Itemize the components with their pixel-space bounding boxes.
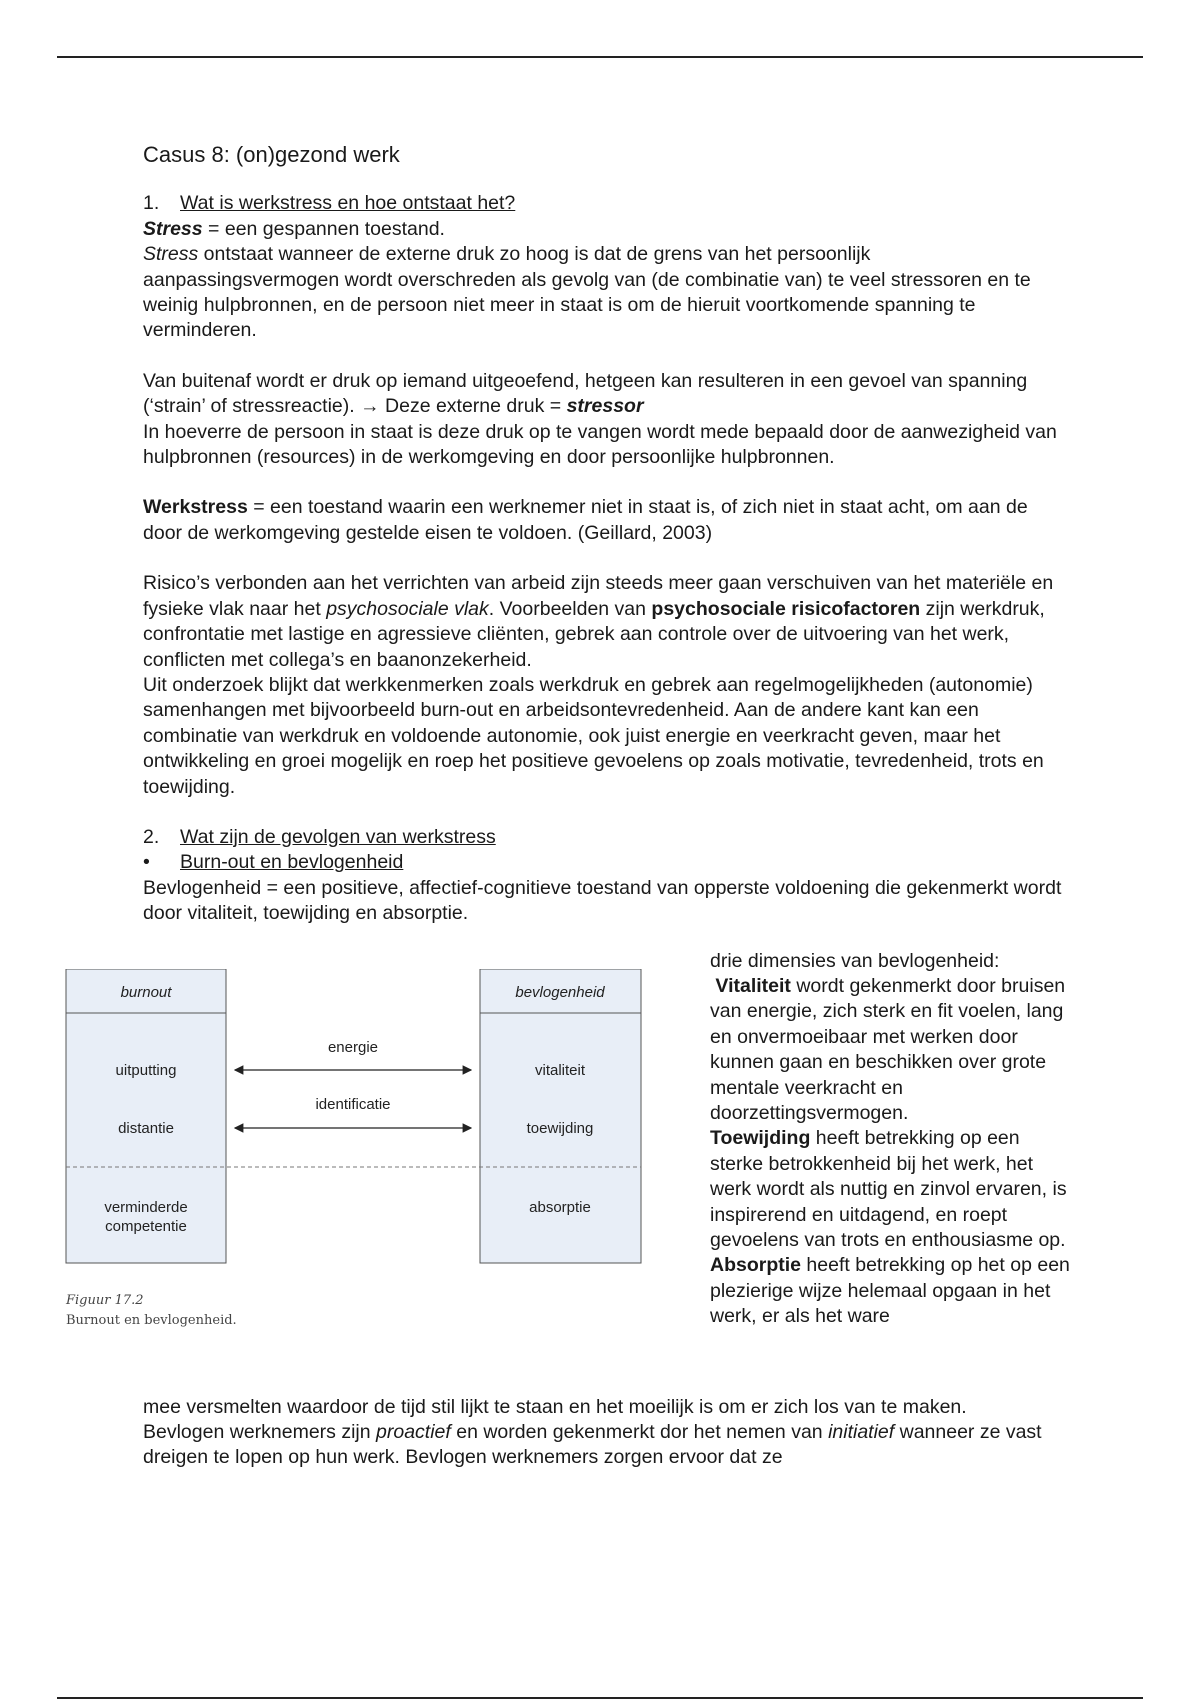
pressure-paragraph: Van buitenaf wordt er druk op iemand uitgeoefend, hetgeen kan resulteren in een gevoel van spanning (‘strain’ of stressreactie). → Deze externe druk = stressor: [143, 369, 1028, 418]
term: Werkstress: [143, 496, 248, 519]
question-2: [143, 825, 1063, 850]
right-item: vitaliteit: [534, 1061, 586, 1079]
stress-definition: Stress = een gespannen toestand.: [143, 217, 445, 240]
stress-origin: Stress ontstaat wanneer de externe druk zo hoog is dat de grens van het persoonlijk aanpassingsvermogen wordt overschreden als gevolg van (de combinatie van) te veel stressoren en te weinig hulpbronnen, en de persoon niet meer in staat is om de hieruit voortkomende spanning te verminderen.: [143, 243, 1031, 342]
dimensions-text: drie dimensies van bevlogenheid: Vitaliteit wordt gekenmerkt door bruisen van energie, zich sterk en fit voelen, lang en onvermoeibaar met werken door kunnen gaan en beschikken over grote mentale veerkracht en doorzettingsvermogen. Toewijding heeft betrekking op een sterke betrokkenheid bij het werk, het werk wordt als nuttig en zinvol ervaren, is inspirerend en uitdagend, en roept gevoelens van trots en enthousiasme op. Absorptie heeft betrekking op het op een plezierige wijze helemaal opgaan in het werk, er als het ware: [710, 949, 1070, 1328]
continuation-paragraph: mee versmelten waardoor de tijd stil lijkt te staan en het moeilijk is om er zich los van te maken.: [143, 1395, 967, 1418]
question-1: [143, 191, 1063, 216]
footer-rule: [57, 1697, 1143, 1699]
werkstress-definition: Werkstress = een toestand waarin een werknemer niet in staat is, of zich niet in staat acht, om aan de door de werkomgeving gestelde eisen te voldoen. (Geillard, 2003): [143, 496, 1028, 544]
proactive-paragraph: Bevlogen werknemers zijn proactief en worden gekenmerkt dor het nemen van initiatief wanneer ze vast dreigen te lopen op hun werk. Bevlogen werknemers zorgen ervoor dat ze: [143, 1420, 1042, 1469]
question-text: Wat zijn de gevolgen van werkstress: [180, 825, 496, 848]
right-item: toewijding: [526, 1119, 594, 1137]
figure-caption: Figuur 17.2 Burnout en bevlogenheid.: [66, 1292, 237, 1328]
left-item: verminderde: [104, 1198, 188, 1216]
document-body: [66, 142, 1070, 1471]
question-number: 1.: [143, 192, 160, 215]
bullet-icon: •: [143, 851, 150, 874]
right-item: absorptie: [529, 1198, 591, 1216]
arrow-label: identificatie: [315, 1095, 391, 1113]
left-item: uitputting: [115, 1061, 177, 1079]
bevlogenheid-header: bevlogenheid: [515, 983, 605, 1001]
research-paragraph: Uit onderzoek blijkt dat werkkenmerken zoals werkdruk en gebrek aan regelmogelijkheden (autonomie) samenhangen met bijvoorbeeld burn-out en arbeidsontevredenheid. Aan de andere kant kan een combinatie van werkdruk en voldoende autonomie, ook juist energie en veerkracht geven, maar het ontwikkeling en groei mogelijk en roep het positieve gevoelens op zoals motivatie, tevredenheid, trots en toewijding.: [143, 673, 1044, 798]
bevlogenheid-definition: Bevlogenheid = een positieve, affectief-cognitieve toestand van opperste voldoening die gekenmerkt wordt door vitaliteit, toewijding en absorptie.: [143, 876, 1062, 925]
risks-paragraph: Risico’s verbonden aan het verrichten van arbeid zijn steeds meer gaan verschuiven van het materiële en fysieke vlak naar het psychosociale vlak. Voorbeelden van psychosociale risicofactoren zijn werkdruk, confrontatie met lastige en agressieve cliënten, gebrek aan controle over de uitvoering van het werk, conflicten met collega’s en baanonzekerheid.: [143, 572, 1054, 671]
resources-paragraph: In hoeverre de persoon in staat is deze druk op te vangen wordt mede bepaald door de aanwezigheid van hulpbronnen (resources) in de werkomgeving en door persoonlijke hulpbronnen.: [143, 420, 1057, 469]
burnout-header: burnout: [120, 983, 172, 1001]
question-number: 2.: [143, 825, 160, 848]
header-rule: [57, 56, 1143, 58]
arrow-icon: →: [360, 395, 380, 418]
left-item: distantie: [118, 1119, 174, 1137]
page-title: Casus 8: (on)gezond werk: [143, 142, 400, 167]
question-text: Wat is werkstress en hoe ontstaat het?: [180, 192, 516, 215]
figure-section: [66, 949, 1070, 1395]
term: stressor: [566, 395, 644, 418]
term: Stress: [143, 243, 199, 266]
bullet-item: • Burn-out en bevlogenheid: [143, 850, 1063, 875]
term: Stress: [143, 217, 203, 240]
left-item: competentie: [105, 1217, 187, 1235]
arrow-label: energie: [327, 1038, 379, 1056]
